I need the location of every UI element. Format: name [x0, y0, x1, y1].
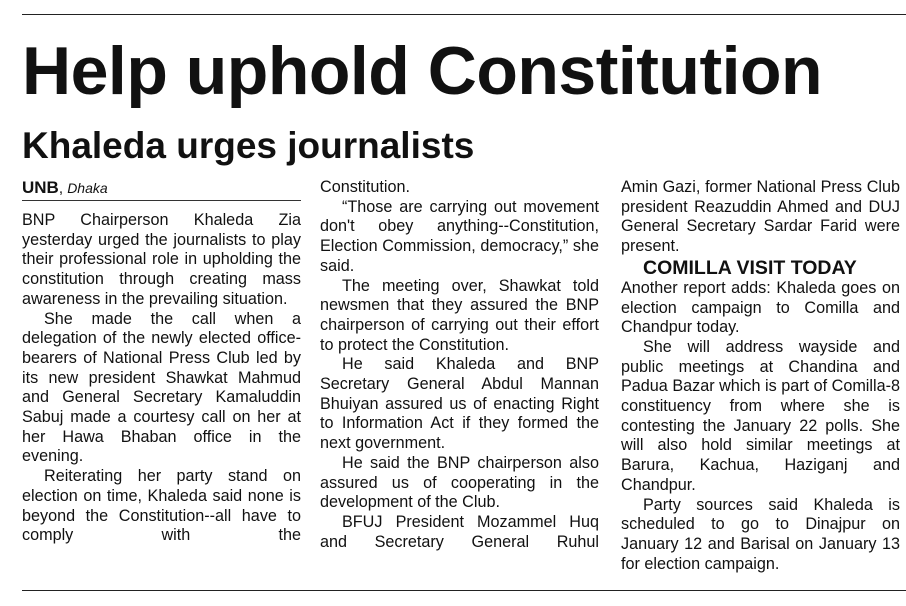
paragraph: The meeting over, Shawkat told newsmen that they assured the BNP chairperson of carrying out their effort to protect the Constitution. [320, 276, 599, 354]
subheadline: Khaleda urges journalists [22, 125, 475, 166]
paragraph: “Those are carrying out movement don't obey anything--Constitution, Election Commission, democracy,” she said. [320, 197, 599, 275]
crosshead: COMILLA VISIT TODAY [643, 256, 857, 279]
paragraph: She made the call when a delegation of the newly elected office-bearers of National Press Club led by its new president Shawkat Mahmud and General Secretary Kamaluddin Sabuj made a courtesy call on her at her Hawa Bhaban office in the evening. [22, 309, 301, 466]
paragraph: Another report adds: Khaleda goes on election campaign to Comilla and Chandpur today. [621, 278, 900, 337]
column-2 [320, 178, 599, 552]
paragraph: BNP Chairperson Khaleda Zia yesterday urged the journalists to play their professional role in upholding the constitution through creating mass awareness in the prevailing situation. [22, 211, 301, 308]
paragraph: He said Khaleda and BNP Secretary General Abdul Mannan Bhuiyan assured us of enacting Right to Information Act if they formed the next government. [320, 355, 599, 453]
paragraph: He said the BNP chairperson also assured us of cooperating in the development of the Club. [320, 453, 599, 512]
top-rule [22, 14, 906, 15]
column-3 [621, 178, 900, 574]
bottom-rule [22, 590, 906, 591]
byline-place: Dhaka [67, 180, 108, 196]
paragraph: Amin Gazi, former National Press Club president Reazuddin Ahmed and DUJ General Secretary Sardar Farid were present. [621, 178, 900, 256]
headline: Help uphold Constitution [22, 33, 823, 109]
byline-agency: UNB [22, 178, 59, 197]
byline-separator: , [58, 180, 64, 197]
paragraph: Reiterating her party stand on election on time, Khaleda said none is beyond the Constitution--all have to comply with the [22, 467, 301, 545]
column-1 [22, 178, 301, 546]
byline [22, 178, 301, 201]
paragraph: Constitution. [320, 178, 410, 196]
paragraph: She will address wayside and public meetings at Chandina and Padua Bazar which is part of Comilla-8 constituency from where she is contesting the January 22 polls. She will also hold similar meetings at Barura, Kachua, Haziganj and Chandpur. [621, 337, 900, 494]
paragraph: Party sources said Khaleda is scheduled to go to Dinajpur on January 12 and Barisal on January 13 for election campaign. [621, 495, 900, 573]
paragraph: BFUJ President Mozammel Huq and Secretary General Ruhul [320, 512, 599, 551]
